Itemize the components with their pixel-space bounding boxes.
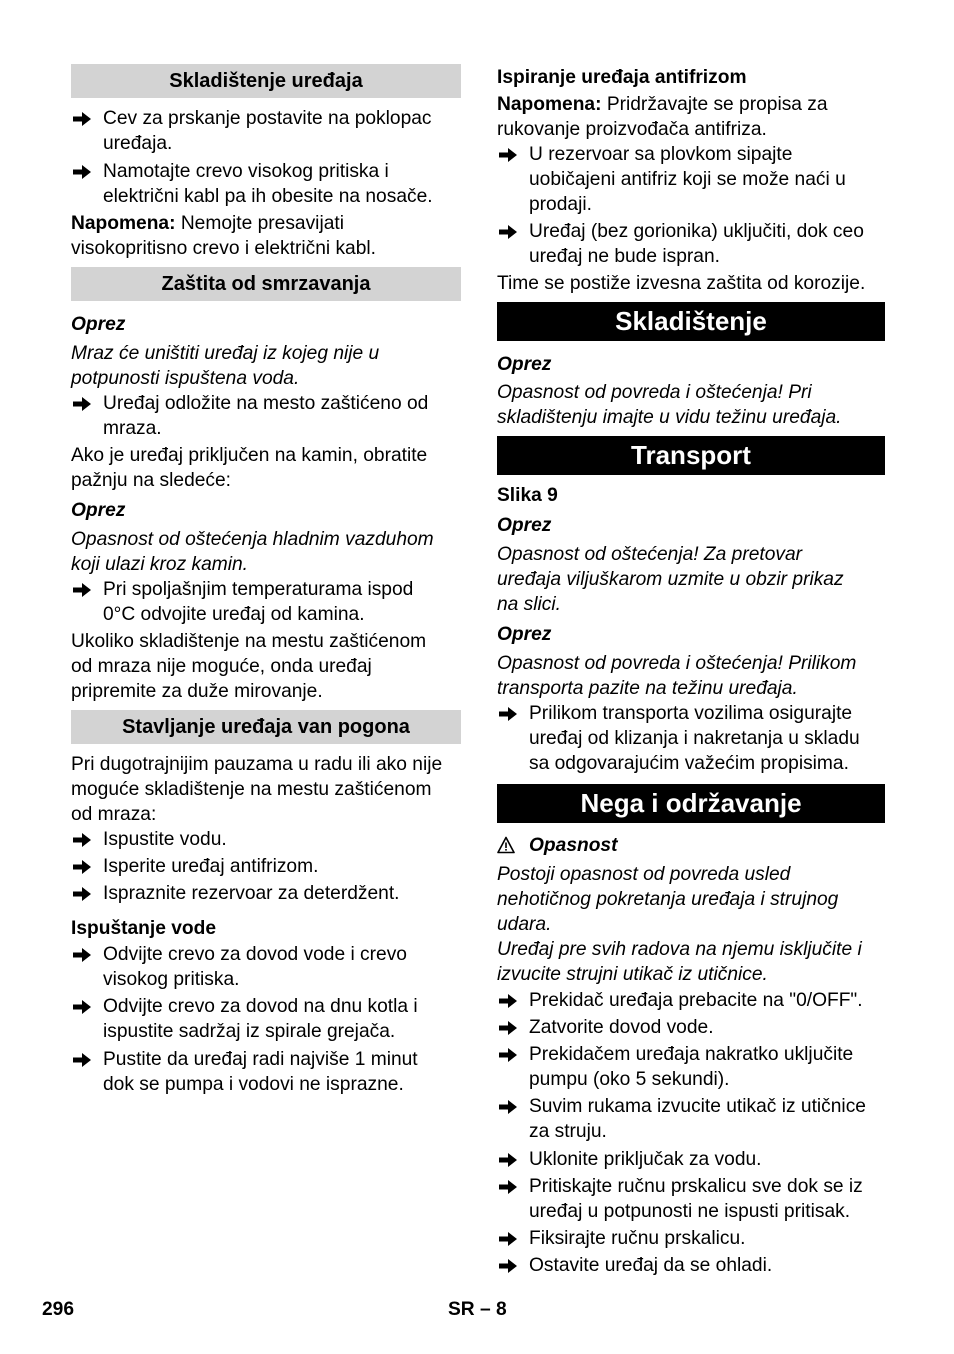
decommission-paragraph: Pri dugotrajnijim pauzama u radu ili ako nije moguće skladištenje na mestu zaštićenom od mraza: [71, 754, 443, 825]
bullet-frost-1: Uređaj odložite na mesto zaštićeno od mraza. [71, 391, 461, 441]
arrow-right-icon [499, 1094, 519, 1119]
arrow-right-icon [73, 391, 93, 416]
arrow-right-icon [499, 988, 519, 1013]
arrow-right-icon [499, 219, 519, 244]
arrow-right-icon [499, 1042, 519, 1067]
heading-frost-protection: Zaštita od smrzavanja [71, 267, 461, 301]
warning-triangle-icon [497, 833, 519, 861]
heading-storage-device: Skladištenje uređaja [71, 64, 461, 98]
arrow-right-icon [73, 994, 93, 1019]
arrow-right-icon [73, 942, 93, 967]
arrow-right-icon [73, 854, 93, 879]
bullet-care-3: Prekidačem uređaja nakratko uključite pumpu (oko 5 sekundi). [497, 1042, 885, 1092]
bullet-care-2: Zatvorite dovod vode. [497, 1015, 885, 1040]
arrow-right-icon [499, 1174, 519, 1199]
bullet-antifreeze-2: Uređaj (bez gorionika) uključiti, dok ceo uređaj ne bude ispran. [497, 219, 885, 269]
arrow-right-icon [73, 106, 93, 131]
figure-reference: Slika 9 [497, 485, 558, 506]
caution-label: Oprez [71, 500, 126, 521]
arrow-right-icon [73, 577, 93, 602]
arrow-right-icon [73, 159, 93, 184]
arrow-right-icon [73, 881, 93, 906]
caution-label: Oprez [497, 515, 552, 536]
caution-text: Mraz će uništiti uređaj iz kojeg nije u potpunosti ispuštena voda. [71, 343, 380, 389]
subheading-antifreeze: Ispiranje uređaja antifrizom [497, 67, 747, 88]
danger-text: Postoji opasnost od povreda usled nehotičnog pokretanja uređaja i strujnog udara. Uređaj pre svih radova na njemu isključite i izvucite strujni utikač iz utičnice. [497, 864, 862, 985]
bullet-decommission-2: Isperite uređaj antifrizom. [71, 854, 461, 879]
bullet-care-6: Pritiskajte ručnu prskalicu sve dok se iz uređaj u potpunosti ne ispusti pritisak. [497, 1174, 885, 1224]
bullet-drain-3: Pustite da uređaj radi najviše 1 minut dok se pumpa i vodovi ne isprazne. [71, 1047, 461, 1097]
danger-label: Opasnost [497, 833, 885, 861]
arrow-right-icon [499, 1253, 519, 1278]
arrow-right-icon [73, 1047, 93, 1072]
bullet-storage-1: Cev za prskanje postavite na poklopac uređaja. [71, 106, 461, 156]
frost-paragraph-2: Ukoliko skladištenje na mestu zaštićenom od mraza nije moguće, onda uređaj pripremite za duže mirovanje. [71, 631, 427, 702]
heading-care-maintenance: Nega i održavanje [497, 784, 885, 823]
arrow-right-icon [499, 1015, 519, 1040]
bullet-care-4: Suvim rukama izvucite utikač iz utičnice za struju. [497, 1094, 885, 1144]
bullet-antifreeze-1: U rezervoar sa plovkom sipajte uobičajeni antifriz koji se može naći u prodaji. [497, 142, 885, 217]
arrow-right-icon [499, 1226, 519, 1251]
subheading-drain-water: Ispuštanje vode [71, 918, 217, 939]
arrow-right-icon [73, 827, 93, 852]
page-number: 296 [42, 1299, 75, 1320]
caution-text: Opasnost od povreda i oštećenja! Pri skladištenju imajte u vidu težinu uređaja. [497, 382, 842, 428]
arrow-right-icon [499, 701, 519, 726]
bullet-drain-2: Odvijte crevo za dovod na dnu kotla i ispustite sadržaj iz spirale grejača. [71, 994, 461, 1044]
bullet-care-5: Uklonite priključak za vodu. [497, 1147, 885, 1172]
heading-decommission: Stavljanje uređaja van pogona [71, 710, 461, 744]
bullet-decommission-3: Ispraznite rezervoar za deterdžent. [71, 881, 461, 906]
section-label: SR – 8 [448, 1299, 507, 1320]
bullet-decommission-1: Ispustite vodu. [71, 827, 461, 852]
arrow-right-icon [499, 1147, 519, 1172]
bullet-care-7: Fiksirajte ručnu prskalicu. [497, 1226, 885, 1251]
bullet-drain-1: Odvijte crevo za dovod vode i crevo visokog pritiska. [71, 942, 461, 992]
bullet-care-8: Ostavite uređaj da se ohladi. [497, 1253, 885, 1278]
heading-transport: Transport [497, 436, 885, 475]
caution-label: Oprez [71, 314, 126, 335]
caution-label: Oprez [497, 354, 552, 375]
frost-paragraph-1: Ako je uređaj priključen na kamin, obratite pažnju na sledeće: [71, 445, 428, 491]
caution-label: Oprez [497, 624, 552, 645]
heading-storage: Skladištenje [497, 302, 885, 341]
antifreeze-note: Napomena: Pridržavajte se propisa za rukovanje proizvođača antifriza. [497, 94, 828, 140]
bullet-care-1: Prekidač uređaja prebacite na "0/OFF". [497, 988, 885, 1013]
bullet-transport-1: Prilikom transporta vozilima osigurajte uređaj od klizanja i nakretanja u skladu sa odgovarajućim važećim propisima. [497, 701, 885, 776]
storage-note: Napomena: Nemojte presavijati visokopritisno crevo i električni kabl. [71, 213, 376, 259]
caution-text: Opasnost od oštećenja hladnim vazduhom koji ulazi kroz kamin. [71, 529, 434, 575]
bullet-frost-2: Pri spoljašnjim temperaturama ispod 0°C odvojite uređaj od kamina. [71, 577, 461, 627]
caution-text: Opasnost od povreda i oštećenja! Prilikom transporta pazite na težinu uređaja. [497, 653, 857, 699]
antifreeze-paragraph: Time se postiže izvesna zaštita od korozije. [497, 273, 866, 294]
arrow-right-icon [499, 142, 519, 167]
bullet-storage-2: Namotajte crevo visokog pritiska i električni kabl pa ih obesite na nosače. [71, 159, 461, 209]
caution-text: Opasnost od oštećenja! Za pretovar uređaja viljuškarom uzmite u obzir prikaz na slici. [497, 544, 844, 615]
